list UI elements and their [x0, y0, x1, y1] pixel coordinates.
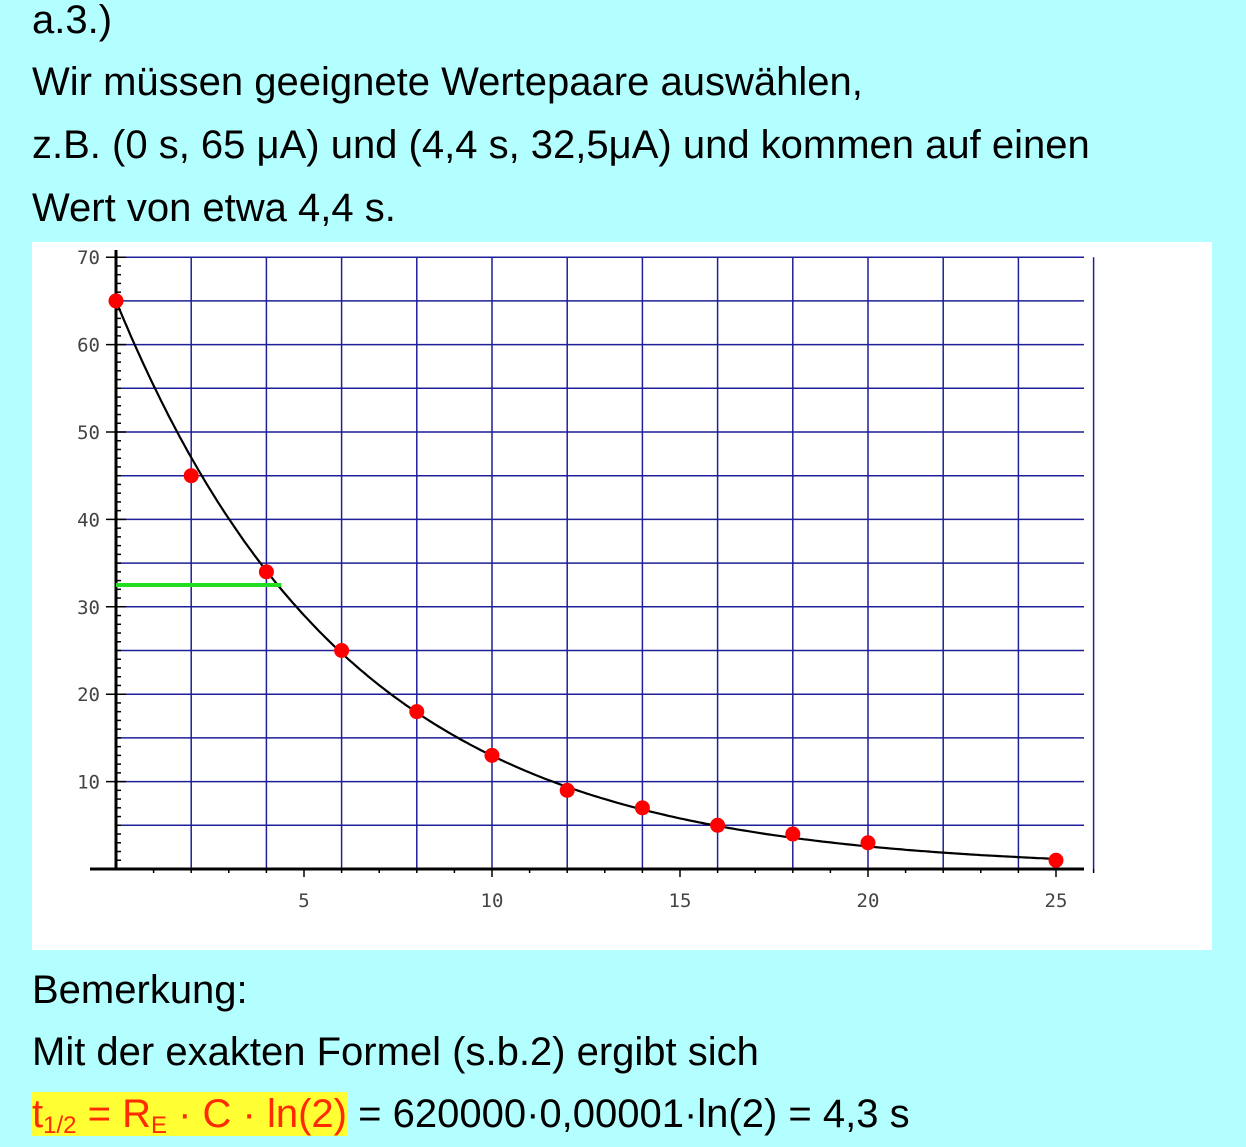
decay-chart — [32, 242, 1212, 950]
data-point — [184, 468, 199, 483]
data-point — [409, 704, 424, 719]
data-point — [1049, 853, 1064, 868]
formula-result: = 620000·0,00001·ln(2) = 4,3 s — [347, 1092, 910, 1136]
data-point — [710, 818, 725, 833]
formula-r-sub: E — [150, 1112, 167, 1139]
data-point — [259, 564, 274, 579]
x-tick-label: 5 — [298, 890, 310, 912]
formula-eq: = R — [76, 1092, 151, 1136]
y-tick-label: 50 — [77, 422, 100, 444]
chart-panel — [32, 242, 1212, 950]
data-point — [560, 783, 575, 798]
y-tick-label: 30 — [77, 596, 100, 619]
y-tick-label: 70 — [77, 247, 100, 270]
y-tick-label: 60 — [77, 334, 100, 357]
formula-rest: · C · ln(2) — [167, 1092, 347, 1136]
intro-text-line-2: z.B. (0 s, 65 μA) und (4,4 s, 32,5μA) und kommen auf einen — [32, 123, 1090, 167]
remark-text: Mit der exakten Formel (s.b.2) ergibt sich — [32, 1030, 759, 1074]
formula-t: t — [32, 1092, 44, 1136]
data-point — [109, 293, 124, 308]
x-tick-label: 20 — [856, 890, 880, 912]
data-point — [635, 800, 650, 815]
formula-t-sub: 1/2 — [43, 1112, 77, 1139]
data-point — [334, 643, 349, 658]
data-point — [861, 835, 876, 850]
formula-highlight — [32, 1092, 347, 1139]
x-tick-label: 15 — [668, 890, 692, 912]
remark-title: Bemerkung: — [32, 968, 248, 1012]
x-tick-label: 25 — [1044, 890, 1068, 912]
data-point — [485, 748, 500, 763]
intro-text-line-3: Wert von etwa 4,4 s. — [32, 186, 396, 230]
y-tick-label: 40 — [77, 509, 100, 532]
y-tick-label: 20 — [77, 684, 100, 707]
decay-curve — [116, 301, 1056, 859]
intro-text-line-1: Wir müssen geeignete Wertepaare auswählen, — [32, 60, 863, 104]
section-heading: a.3.) — [32, 0, 113, 42]
formula-line — [32, 1090, 910, 1138]
y-tick-label: 10 — [77, 771, 100, 794]
x-tick-label: 10 — [480, 890, 504, 912]
data-point — [785, 827, 800, 842]
